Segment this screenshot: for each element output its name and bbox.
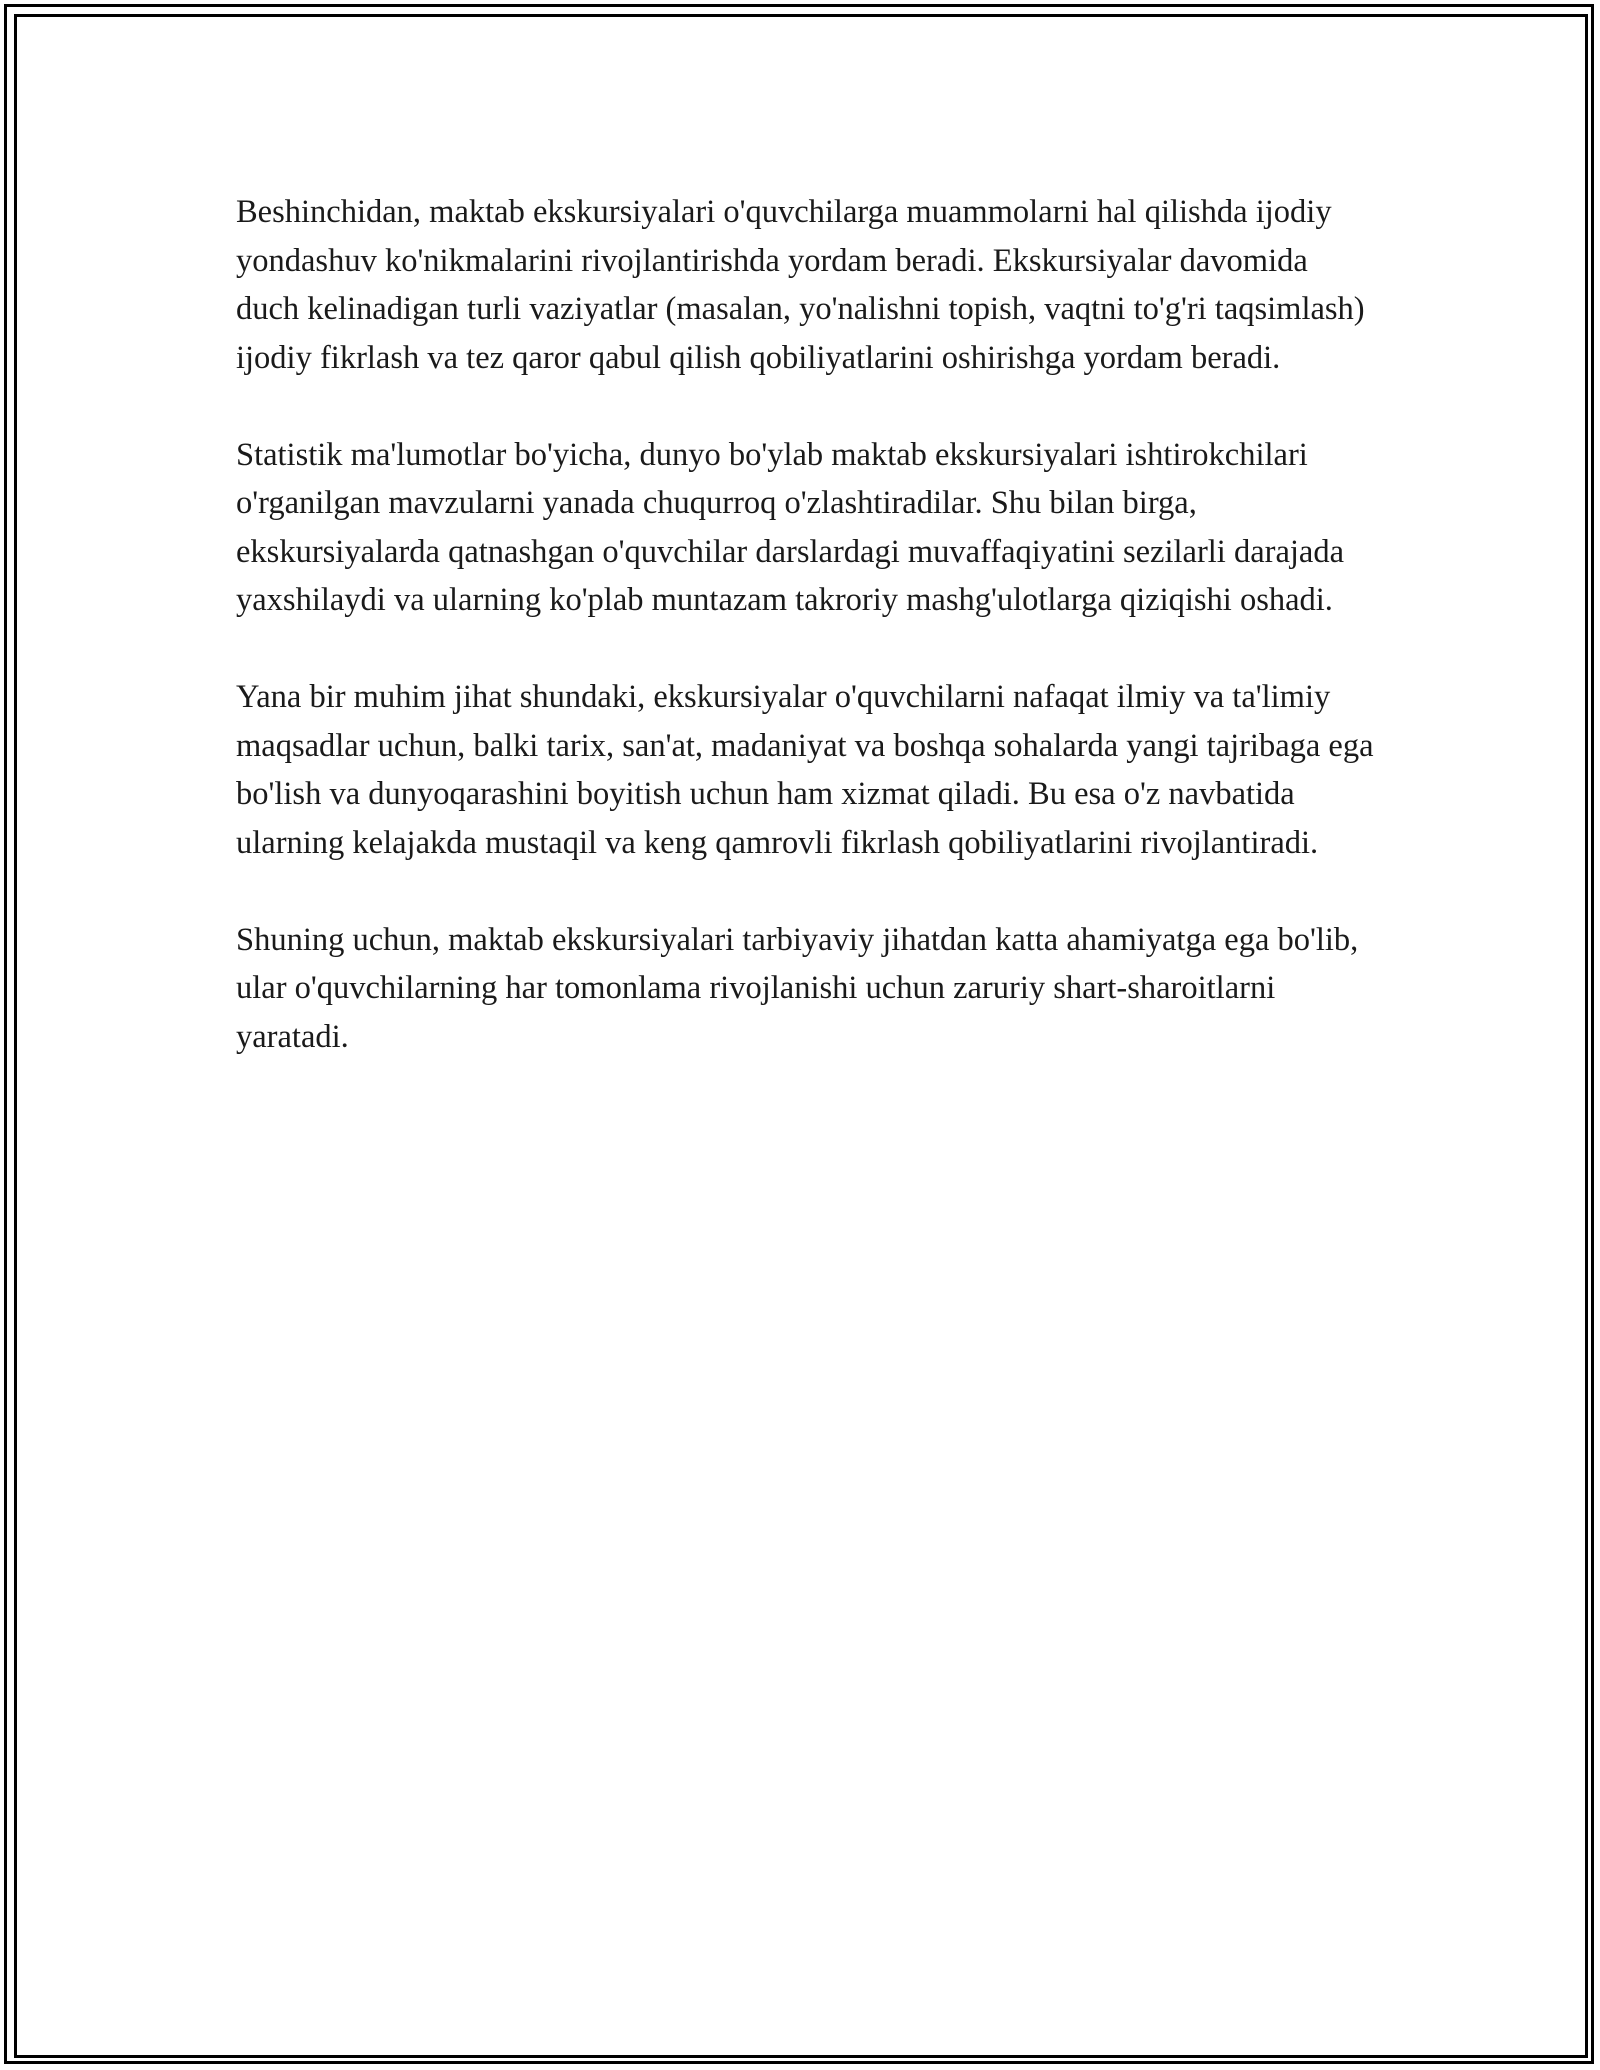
paragraph-3: Yana bir muhim jihat shundaki, ekskursiyalar o'quvchilarni nafaqat ilmiy va ta'limiy maqsadlar uchun, balki tarix, san'at, madaniyat va boshqa sohalarda yangi tajribaga ega bo'lish va dunyoqarashini boyitish uchun ham xizmat qiladi. Bu esa o'z navbatida ularning kelajakda mustaqil va keng qamrovli fikrlash qobiliyatlarini rivojlantiradi. [236, 679, 1374, 861]
document-body [236, 188, 1376, 1110]
paragraph-4: Shuning uchun, maktab ekskursiyalari tarbiyaviy jihatdan katta ahamiyatga ega bo'lib, ular o'quvchilarning har tomonlama rivojlanishi uchun zaruriy shart-sharoitlarni yaratadi. [236, 921, 1359, 1055]
paragraph-1: Beshinchidan, maktab ekskursiyalari o'quvchilarga muammolarni hal qilishda ijodiy yondashuv ko'nikmalarini rivojlantirishda yordam beradi. Ekskursiyalar davomida duch kelinadigan turli vaziyatlar (masalan, yo'nalishni topish, vaqtni to'g'ri taqsimlash) ijodiy fikrlash va tez qaror qabul qilish qobiliyatlarini oshirishga yordam beradi. [236, 194, 1365, 376]
paragraph-2: Statistik ma'lumotlar bo'yicha, dunyo bo'ylab maktab ekskursiyalari ishtirokchilari o'rganilgan mavzularni yanada chuqurroq o'zlashtiradilar. Shu bilan birga, ekskursiyalarda qatnashgan o'quvchilar darslardagi muvaffaqiyatini sezilarli darajada yaxshilaydi va ularning ko'plab muntazam takroriy mashg'ulotlarga qiziqishi oshadi. [236, 436, 1345, 618]
